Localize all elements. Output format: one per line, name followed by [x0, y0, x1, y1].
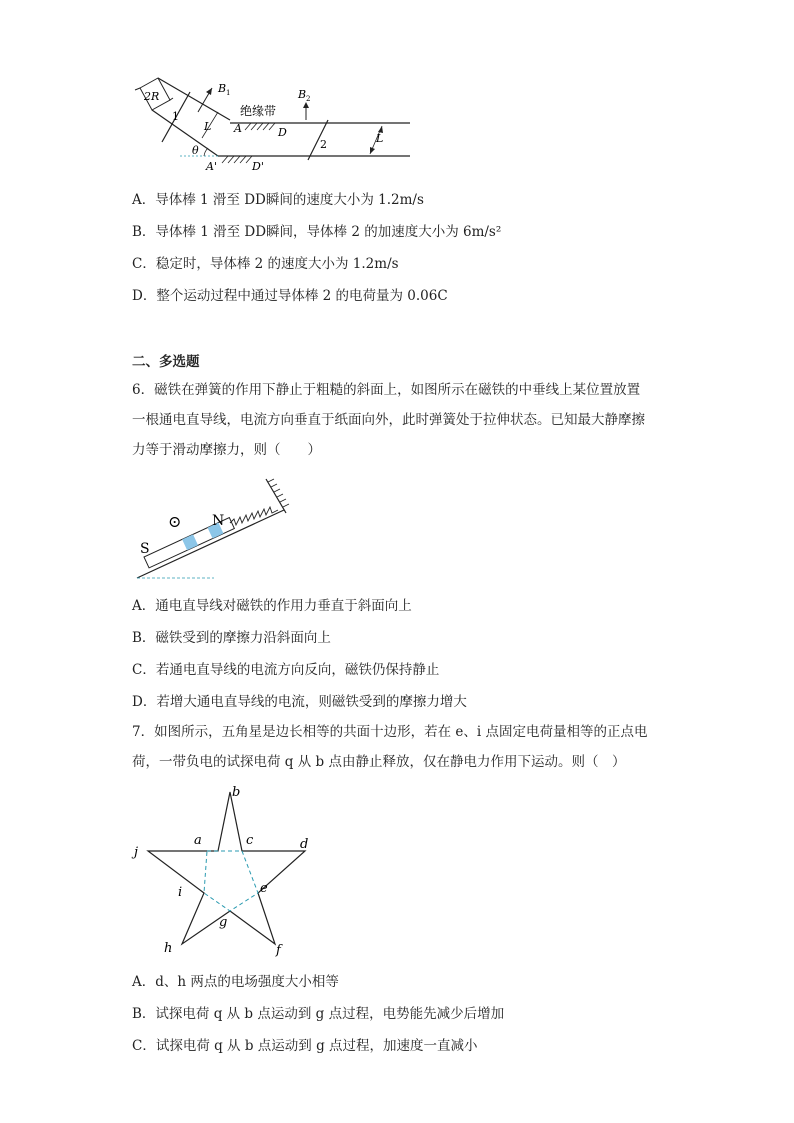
q5-option-a: A．导体棒 1 滑至 DD瞬间的速度大小为 1.2m/s [132, 192, 424, 208]
q7-option-c: C．试探电荷 q 从 b 点运动到 g 点过程，加速度一直减小 [132, 1038, 478, 1054]
q7-option-b: B．试探电荷 q 从 b 点运动到 g 点过程，电势能先减少后增加 [132, 1006, 505, 1022]
svg-text:D: D [278, 126, 287, 139]
svg-text:绝缘带: 绝缘带 [240, 104, 277, 118]
q5-option-c: C．稳定时，导体棒 2 的速度大小为 1.2m/s [132, 256, 399, 272]
insulator-top [245, 123, 275, 130]
q7-option-a: A．d、h 两点的电场强度大小相等 [132, 974, 339, 990]
q6-text-line1: 6．磁铁在弹簧的作用下静止于粗糙的斜面上，如图所示在磁铁的中垂线上某位置放置 [132, 382, 641, 398]
svg-text:θ: θ [192, 144, 199, 157]
label-c: c [246, 833, 254, 848]
q7-text-line2: 荷，一带负电的试探电荷 q 从 b 点由静止释放，仅在静电力作用下运动。则（ ） [132, 754, 626, 770]
section-title: 二、多选题 [132, 354, 200, 370]
svg-text:A: A [234, 122, 242, 135]
insulator-bottom [222, 156, 252, 163]
svg-text:L: L [376, 132, 384, 145]
q6-option-c: C．若通电直导线的电流方向反向，磁铁仍保持静止 [132, 662, 440, 678]
label-b: b [232, 785, 241, 800]
star-figure [130, 780, 320, 960]
svg-text:2R: 2R [144, 90, 160, 103]
label-a: a [194, 833, 202, 848]
svg-text:B: B [218, 82, 227, 95]
svg-text:N: N [212, 513, 225, 529]
svg-text:B: B [298, 88, 307, 101]
svg-text:D': D' [252, 160, 264, 173]
label-j: j [134, 845, 139, 860]
q5-option-d: D．整个运动过程中通过导体棒 2 的电荷量为 0.06C [132, 288, 448, 304]
label-e: e [260, 881, 268, 896]
svg-text:1: 1 [226, 89, 231, 97]
label-f: f [276, 943, 281, 958]
svg-text:2: 2 [320, 138, 327, 151]
svg-text:S: S [140, 541, 150, 557]
q6-text-line2: 一根通电直导线，电流方向垂直于纸面向外，此时弹簧处于拉伸状态。已知最大静摩擦 [132, 412, 645, 428]
svg-text:1: 1 [172, 110, 179, 123]
q6-option-b: B．磁铁受到的摩擦力沿斜面向上 [132, 630, 331, 646]
label-d: d [300, 837, 309, 852]
magnet-figure [132, 475, 302, 585]
label-g: g [219, 915, 228, 930]
q7-text-line1: 7．如图所示，五角星是边长相等的共面十边形，若在 e、i 点固定电荷量相等的正点电 [132, 724, 648, 740]
label-h: h [164, 941, 173, 956]
q5-option-b: B．导体棒 1 滑至 DD瞬间，导体棒 2 的加速度大小为 6m/s² [132, 224, 502, 240]
q6-option-a: A．通电直导线对磁铁的作用力垂直于斜面向上 [132, 598, 412, 614]
svg-text:A': A' [206, 160, 217, 173]
svg-text:L: L [204, 120, 212, 133]
rail-figure [130, 70, 420, 175]
current-out-of-page-icon: ⊙ [168, 512, 182, 531]
label-i: i [178, 885, 183, 900]
q6-text-line3: 力等于滑动摩擦力，则（ ） [132, 442, 321, 458]
svg-text:2: 2 [306, 95, 311, 103]
q6-option-d: D．若增大通电直导线的电流，则磁铁受到的摩擦力增大 [132, 694, 467, 710]
